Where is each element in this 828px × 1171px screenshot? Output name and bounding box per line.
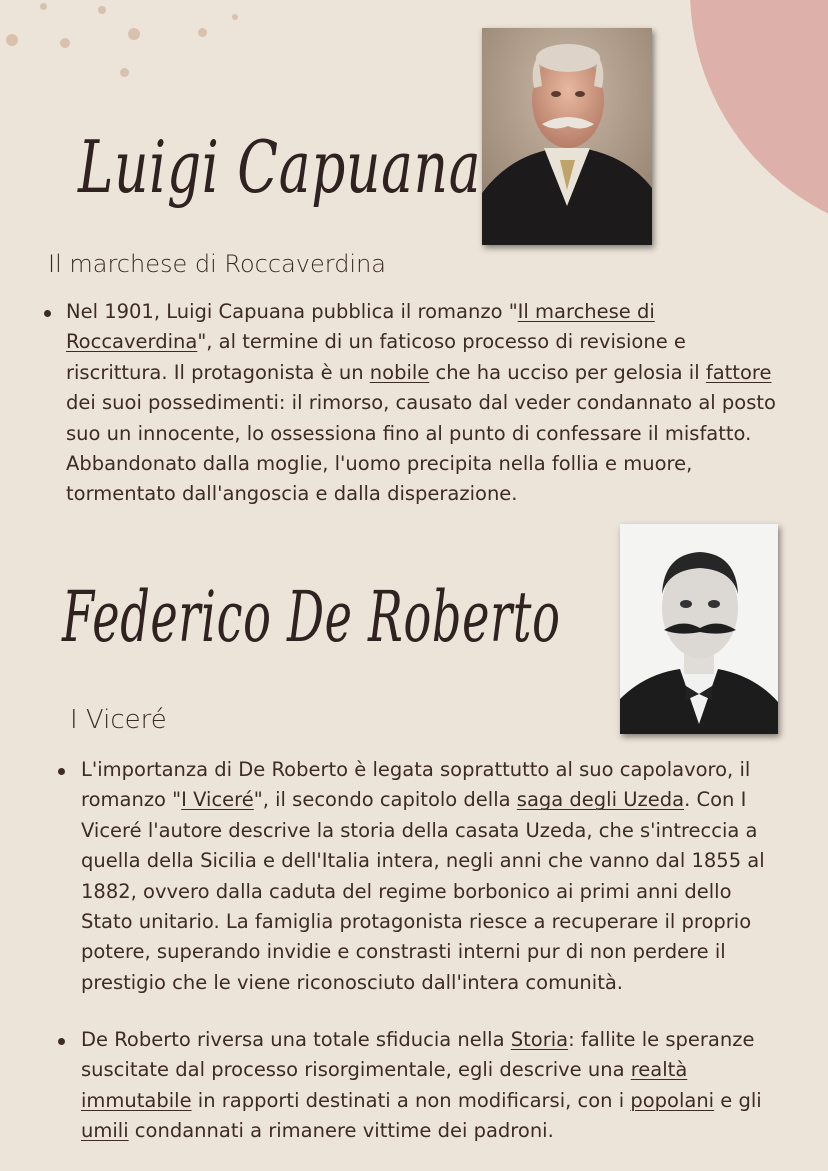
book-title-de-roberto: I Viceré: [70, 705, 167, 735]
paragraph-text: ", al termine di un faticoso processo di revisione e riscrittura. Il protagonista è un: [66, 330, 686, 384]
underlined-term: Storia: [510, 1028, 569, 1051]
decorative-dot: [120, 68, 129, 77]
underlined-term: realtà immutabile: [81, 1058, 688, 1112]
paragraph-text: condannati a rimanere vittime dei padroni.: [128, 1119, 554, 1143]
author-name-de-roberto: Federico De Roberto: [62, 576, 561, 658]
paragraph-text: e gli: [714, 1088, 762, 1112]
author-name-capuana: Luigi Capuana: [78, 125, 482, 209]
paragraph-de-roberto-2: [81, 1025, 785, 1147]
decorative-dot: [98, 6, 106, 14]
paragraph-text: che ha ucciso per gelosia il: [429, 360, 706, 384]
underlined-term: I Viceré: [181, 788, 254, 812]
paragraph-text: De Roberto riversa una totale sfiducia nella: [81, 1028, 511, 1051]
paragraph-text: : fallite le speranze suscitate dal processo risorgimentale, egli descrive una: [81, 1028, 755, 1082]
paragraph-text: . Con I Viceré l'autore descrive la storia della casata Uzeda, che s'intreccia a quella della Sicilia e dell'Italia intera, negli anni che vanno dal 1855 al 1882, ovvero dalla caduta del regime borbonico ai primi anni dello Stato unitario. La famiglia protagonista riesce a recuperare il proprio potere, superando invidie e constrasti interni pur di non perdere il prestigio che le viene riconosciuto dall'intera comunità.: [81, 788, 765, 994]
underlined-term: umili: [81, 1119, 129, 1143]
decorative-dot: [128, 28, 140, 40]
book-title-capuana: Il marchese di Roccaverdina: [48, 250, 387, 278]
underlined-term: saga degli Uzeda: [516, 788, 685, 812]
underlined-term: nobile: [369, 360, 430, 384]
underlined-term: popolani: [630, 1088, 715, 1112]
bullet: [58, 1038, 65, 1045]
paragraph-text: dei suoi possedimenti: il rimorso, causato dal veder condannato al posto suo un innocente, lo ossessiona fino al punto di confessare il misfatto. Abbandonato dalla moglie, l'uomo precipita nella follia e muore, tormentato dall'angoscia e dalla disperazione.: [66, 391, 776, 506]
bullet: [58, 768, 65, 775]
decorative-dot: [60, 38, 70, 48]
portrait-capuana: [482, 28, 652, 245]
paragraph-text: L'importanza di De Roberto è legata soprattutto al suo capolavoro, il romanzo ": [81, 758, 751, 812]
portrait-de-roberto: [620, 524, 778, 734]
bullet: [44, 310, 51, 317]
decorative-circle: [690, 0, 828, 240]
decorative-dot: [40, 3, 47, 10]
paragraph-capuana: [66, 297, 788, 510]
decorative-dot: [232, 14, 238, 20]
paragraph-text: Nel 1901, Luigi Capuana pubblica il romanzo ": [66, 300, 518, 323]
decorative-dot: [198, 28, 207, 37]
underlined-term: fattore: [705, 360, 772, 384]
underlined-term: Il marchese di Roccaverdina: [66, 300, 655, 354]
paragraph-text: ", il secondo capitolo della: [253, 788, 517, 812]
paragraph-text: in rapporti destinati a non modificarsi, con i: [191, 1088, 631, 1112]
paragraph-de-roberto-1: [81, 755, 785, 998]
decorative-dot: [6, 34, 18, 46]
